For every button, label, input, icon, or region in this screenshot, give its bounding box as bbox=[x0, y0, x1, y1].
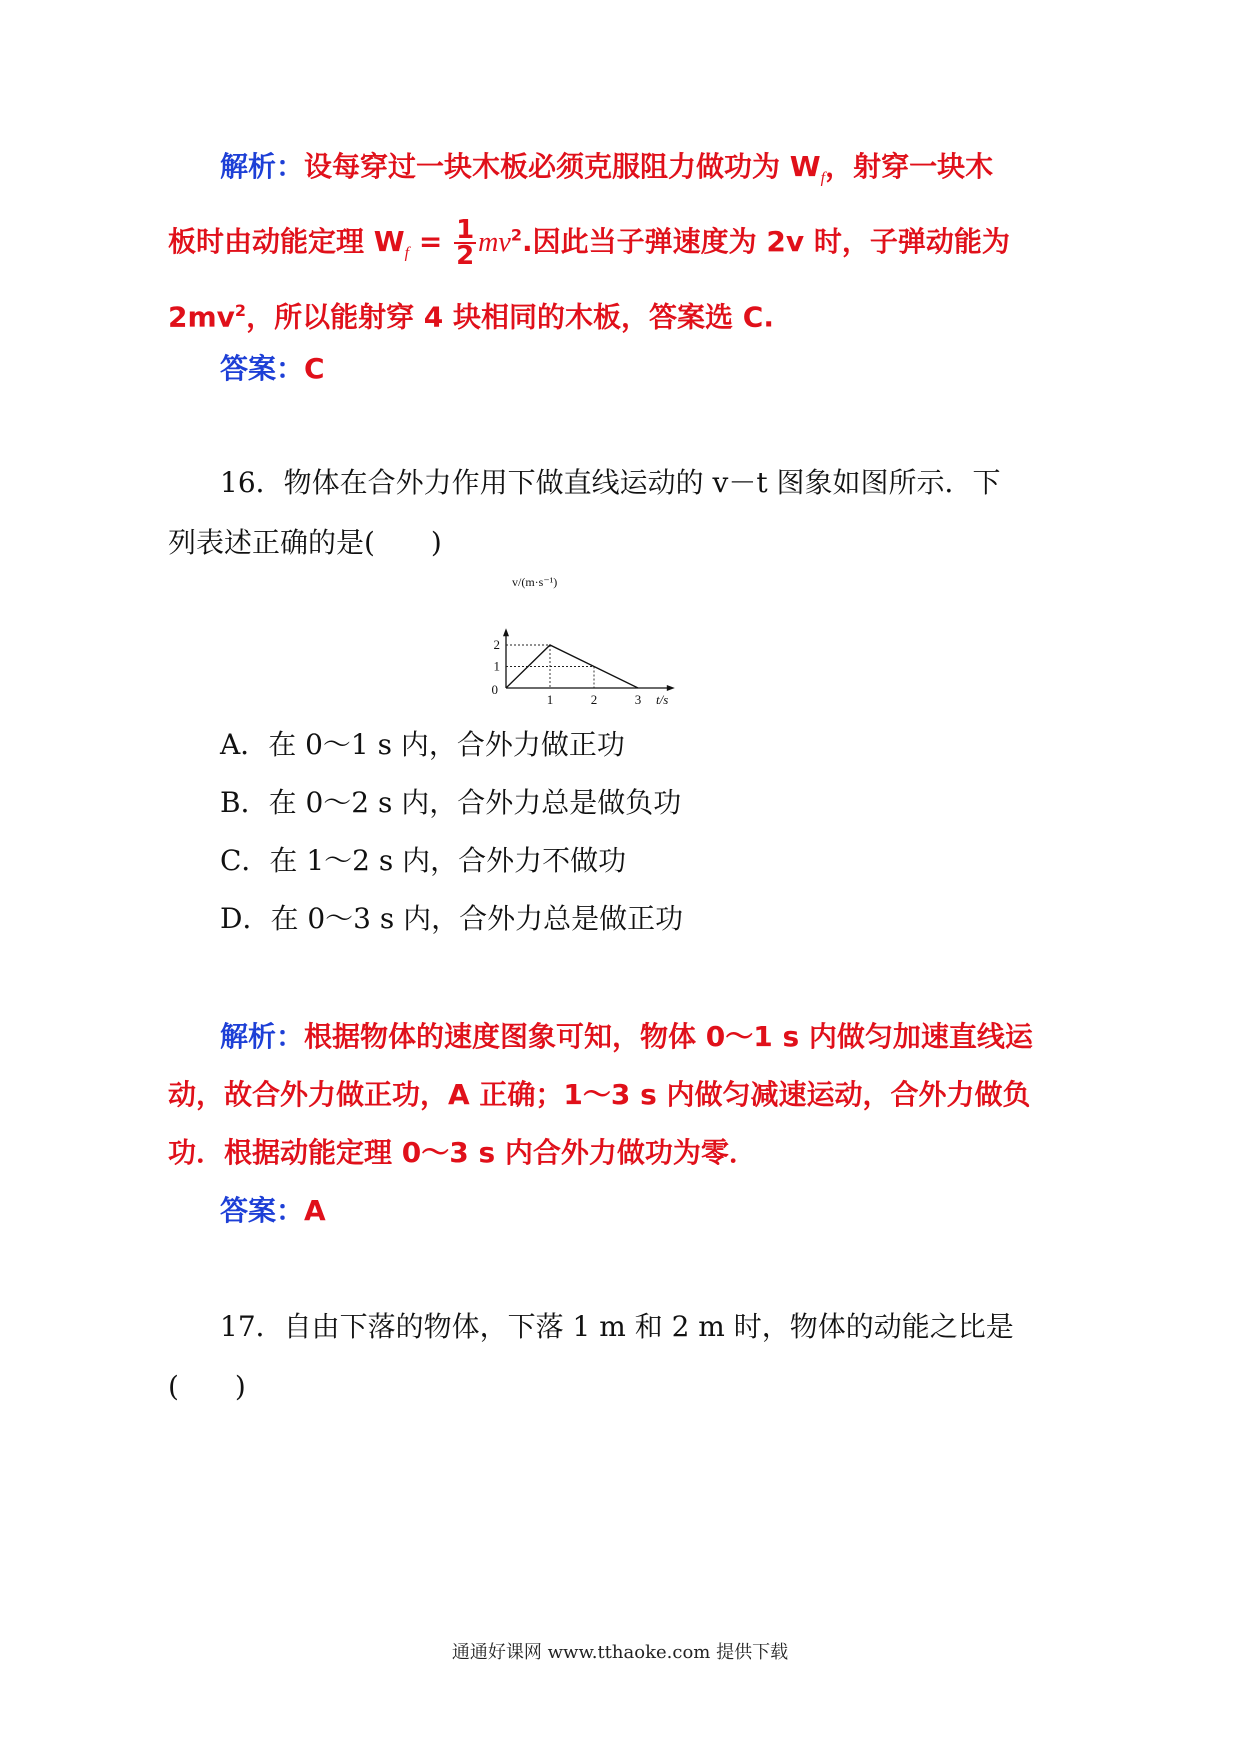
x-tick-label-1: 1 bbox=[546, 692, 554, 707]
answer-value: C bbox=[304, 352, 325, 385]
option-c: C．在 1～2 s 内，合外力不做功 bbox=[220, 844, 627, 877]
solution15-line3: $2mv^2$，所以能射穿 4 块相同的木板，答案选 C. bbox=[168, 300, 774, 334]
answer-label: 答案： bbox=[220, 1194, 305, 1227]
y-axis-arrow bbox=[503, 628, 509, 636]
solution-label: 解析： bbox=[220, 150, 305, 183]
option-a: A．在 0～1 s 内，合外力做正功 bbox=[220, 728, 625, 761]
footer-text: 通通好课网 www.tthaoke.com 提供下载 bbox=[451, 1642, 789, 1663]
y-tick-label-2: 2 bbox=[493, 637, 500, 652]
solution16-line3: 功．根据动能定理 0～3 s 内合外力做功为零． bbox=[168, 1136, 757, 1169]
fraction-one-half: $\frac{1}{2}$ bbox=[456, 215, 475, 271]
x-tick-label-2: 2 bbox=[590, 692, 598, 707]
question16-line1: 16．物体在合外力作用下做直线运动的 v－t 图象如图所示．下 bbox=[220, 466, 1001, 499]
answer-value: A bbox=[304, 1194, 326, 1227]
answer16 bbox=[220, 1194, 326, 1228]
question17-line1: 17．自由下落的物体，下落 1 m 和 2 m 时，物体的动能之比是 bbox=[220, 1310, 1014, 1343]
y-tick-label-1: 1 bbox=[493, 658, 500, 674]
option-b: B．在 0～2 s 内，合外力总是做负功 bbox=[220, 786, 682, 819]
origin-label: 0 bbox=[491, 682, 498, 697]
solution16-line1: 解析：根据物体的速度图象可知，物体 0～1 s 内做匀加速直线运 bbox=[220, 1020, 1033, 1053]
option-d: D．在 0～3 s 内，合外力总是做正功 bbox=[220, 902, 684, 935]
question17-line2: ( ) bbox=[168, 1370, 246, 1403]
solution15-line2: 板时由动能定理 $W_f$ = $\frac{1}{2}$ $mv^2$.因此当子弹速度为 2v 时，子弹动能为 bbox=[168, 215, 1010, 271]
vt-chart bbox=[488, 566, 728, 716]
y-axis-label: v/(m·s⁻¹) bbox=[512, 575, 558, 589]
x-tick-label-3: 3 bbox=[634, 692, 642, 707]
x-axis-label: t/s bbox=[656, 692, 669, 707]
x-axis-arrow bbox=[667, 685, 675, 691]
solution15-line1: 解析：设每穿过一块木板必须克服阻力做功为 $W_f$，射穿一块木 bbox=[220, 150, 994, 187]
solution16-line2: 动，故合外力做正功，A 正确；1～3 s 内做匀减速运动，合外力做负 bbox=[168, 1078, 1031, 1111]
answer-label: 答案： bbox=[220, 352, 305, 385]
solution-label: 解析： bbox=[220, 1020, 305, 1053]
question16-line2: 列表述正确的是( ) bbox=[168, 526, 442, 559]
answer15 bbox=[220, 352, 325, 386]
